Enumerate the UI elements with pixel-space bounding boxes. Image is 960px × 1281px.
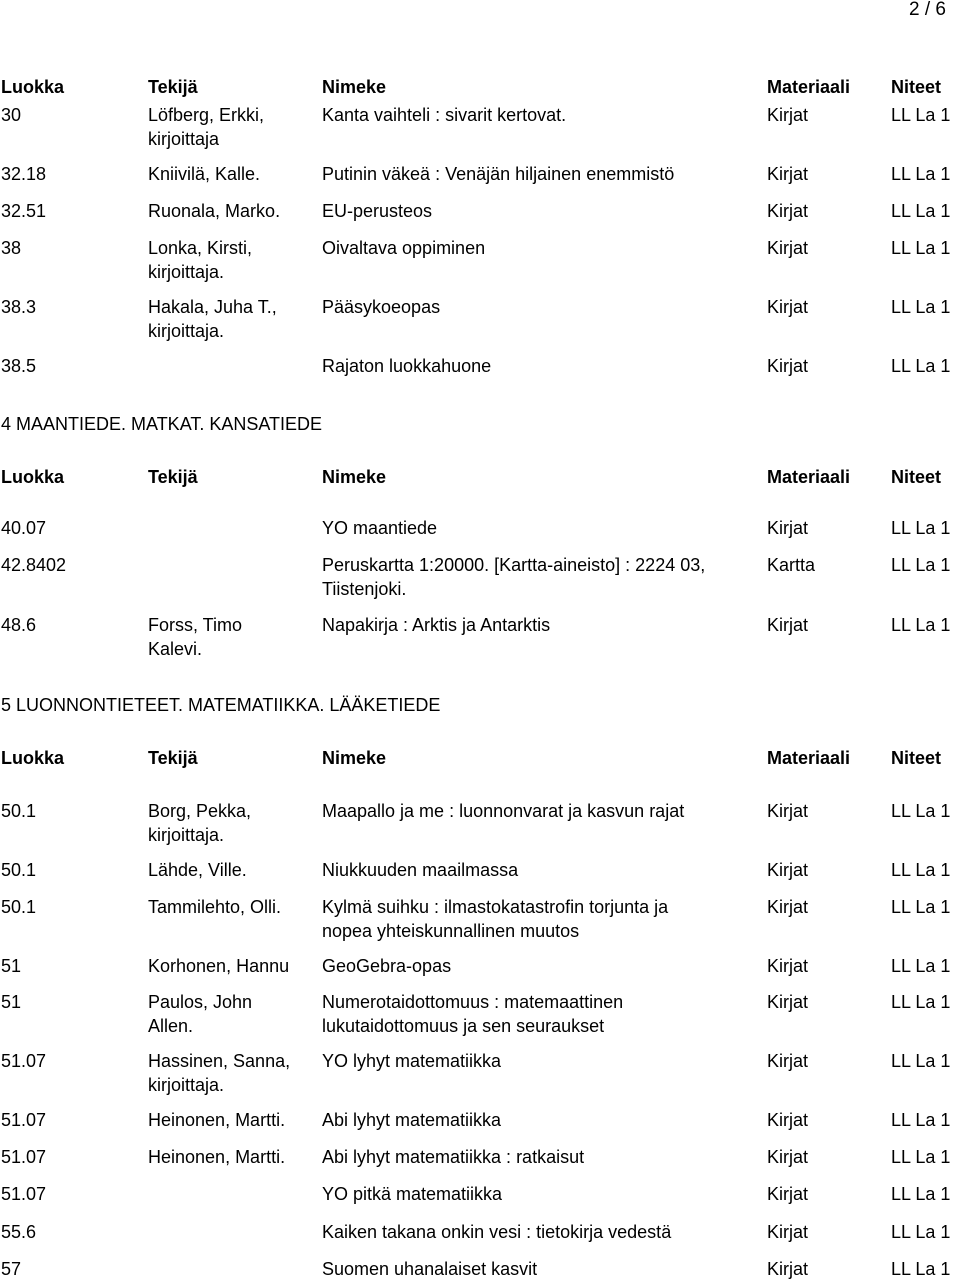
cell-material: Kirjat bbox=[767, 897, 809, 917]
cell-copies: LL La 1 bbox=[891, 801, 951, 821]
cell-author: Lähde, Ville. bbox=[148, 860, 247, 880]
cell-material: Kartta bbox=[767, 555, 816, 575]
cell-material: Kirjat bbox=[767, 518, 809, 538]
cell-copies: LL La 1 bbox=[891, 897, 951, 917]
cell-material: Kirjat bbox=[767, 1147, 809, 1167]
header-copies: Niteet bbox=[891, 467, 942, 487]
header-author: Tekijä bbox=[148, 77, 198, 97]
cell-material: Kirjat bbox=[767, 164, 809, 184]
cell-material: Kirjat bbox=[767, 1222, 809, 1242]
cell-copies: LL La 1 bbox=[891, 518, 951, 538]
cell-class: 51 bbox=[1, 956, 22, 976]
cell-class: 32.51 bbox=[1, 201, 47, 221]
cell-author: Heinonen, Martti. bbox=[148, 1110, 286, 1130]
cell-class: 51 bbox=[1, 992, 22, 1012]
cell-author: Korhonen, Hannu bbox=[148, 956, 290, 976]
cell-material: Kirjat bbox=[767, 201, 809, 221]
cell-copies: LL La 1 bbox=[891, 164, 951, 184]
header-class: Luokka bbox=[1, 467, 65, 487]
cell-author: Ruonala, Marko. bbox=[148, 201, 281, 221]
cell-author: Lonka, Kirsti, kirjoittaja. bbox=[148, 238, 253, 282]
cell-material: Kirjat bbox=[767, 1259, 809, 1279]
cell-material: Kirjat bbox=[767, 1051, 809, 1071]
cell-copies: LL La 1 bbox=[891, 1110, 951, 1130]
cell-copies: LL La 1 bbox=[891, 1147, 951, 1167]
header-title: Nimeke bbox=[322, 748, 387, 768]
cell-material: Kirjat bbox=[767, 238, 809, 258]
cell-title: Kylmä suihku : ilmastokatastrofin torjunta ja nopea yhteiskunnallinen muutos bbox=[322, 897, 669, 941]
cell-author: Heinonen, Martti. bbox=[148, 1147, 286, 1167]
cell-title: GeoGebra-opas bbox=[322, 956, 452, 976]
cell-title: Numerotaidottomuus : matemaattinen lukutaidottomuus ja sen seuraukset bbox=[322, 992, 624, 1036]
cell-class: 38.3 bbox=[1, 297, 37, 317]
cell-title: Abi lyhyt matematiikka bbox=[322, 1110, 502, 1130]
cell-material: Kirjat bbox=[767, 615, 809, 635]
cell-copies: LL La 1 bbox=[891, 860, 951, 880]
cell-title: Pääsykoeopas bbox=[322, 297, 441, 317]
cell-material: Kirjat bbox=[767, 297, 809, 317]
cell-class: 55.6 bbox=[1, 1222, 37, 1242]
header-author: Tekijä bbox=[148, 748, 198, 768]
cell-title: Maapallo ja me : luonnonvarat ja kasvun rajat bbox=[322, 801, 685, 821]
cell-class: 48.6 bbox=[1, 615, 37, 635]
cell-material: Kirjat bbox=[767, 860, 809, 880]
cell-material: Kirjat bbox=[767, 956, 809, 976]
cell-author: Hakala, Juha T., kirjoittaja. bbox=[148, 297, 277, 341]
cell-title: Suomen uhanalaiset kasvit bbox=[322, 1259, 538, 1279]
cell-class: 38 bbox=[1, 238, 22, 258]
section-title: 5 LUONNONTIETEET. MATEMATIIKKA. LÄÄKETIEDE bbox=[1, 695, 441, 715]
cell-title: Kanta vaihteli : sivarit kertovat. bbox=[322, 105, 567, 125]
cell-title: Rajaton luokkahuone bbox=[322, 356, 492, 376]
cell-title: Peruskartta 1:20000. [Kartta-aineisto] : 2224 03, Tiistenjoki. bbox=[322, 555, 706, 599]
section-title: 4 MAANTIEDE. MATKAT. KANSATIEDE bbox=[1, 414, 323, 434]
header-title: Nimeke bbox=[322, 77, 387, 97]
cell-material: Kirjat bbox=[767, 105, 809, 125]
cell-class: 30 bbox=[1, 105, 22, 125]
cell-class: 50.1 bbox=[1, 801, 37, 821]
cell-class: 57 bbox=[1, 1259, 22, 1279]
cell-copies: LL La 1 bbox=[891, 615, 951, 635]
cell-copies: LL La 1 bbox=[891, 555, 951, 575]
cell-author: Paulos, John Allen. bbox=[148, 992, 253, 1036]
page-number: 2 / 6 bbox=[909, 0, 946, 20]
cell-class: 51.07 bbox=[1, 1147, 47, 1167]
cell-copies: LL La 1 bbox=[891, 956, 951, 976]
header-class: Luokka bbox=[1, 748, 65, 768]
cell-title: EU-perusteos bbox=[322, 201, 433, 221]
cell-material: Kirjat bbox=[767, 1184, 809, 1204]
header-material: Materiaali bbox=[767, 77, 851, 97]
cell-title: YO lyhyt matematiikka bbox=[322, 1051, 502, 1071]
cell-material: Kirjat bbox=[767, 801, 809, 821]
cell-class: 51.07 bbox=[1, 1184, 47, 1204]
cell-copies: LL La 1 bbox=[891, 297, 951, 317]
cell-copies: LL La 1 bbox=[891, 201, 951, 221]
cell-author: Kniivilä, Kalle. bbox=[148, 164, 261, 184]
cell-author: Borg, Pekka, kirjoittaja. bbox=[148, 801, 252, 845]
cell-author: Löfberg, Erkki, kirjoittaja bbox=[148, 105, 265, 149]
cell-copies: LL La 1 bbox=[891, 1184, 951, 1204]
cell-author: Tammilehto, Olli. bbox=[148, 897, 282, 917]
cell-class: 40.07 bbox=[1, 518, 47, 538]
header-title: Nimeke bbox=[322, 467, 387, 487]
cell-copies: LL La 1 bbox=[891, 1222, 951, 1242]
cell-copies: LL La 1 bbox=[891, 1259, 951, 1279]
cell-copies: LL La 1 bbox=[891, 1051, 951, 1071]
cell-class: 50.1 bbox=[1, 897, 37, 917]
cell-class: 42.8402 bbox=[1, 555, 67, 575]
cell-title: YO pitkä matematiikka bbox=[322, 1184, 503, 1204]
cell-material: Kirjat bbox=[767, 992, 809, 1012]
cell-copies: LL La 1 bbox=[891, 356, 951, 376]
header-material: Materiaali bbox=[767, 748, 851, 768]
header-material: Materiaali bbox=[767, 467, 851, 487]
cell-title: Putinin väkeä : Venäjän hiljainen enemmistö bbox=[322, 164, 675, 184]
cell-title: Kaiken takana onkin vesi : tietokirja vedestä bbox=[322, 1222, 672, 1242]
header-class: Luokka bbox=[1, 77, 65, 97]
cell-class: 32.18 bbox=[1, 164, 47, 184]
cell-title: YO maantiede bbox=[322, 518, 438, 538]
header-copies: Niteet bbox=[891, 748, 942, 768]
cell-author: Forss, Timo Kalevi. bbox=[148, 615, 243, 659]
cell-title: Abi lyhyt matematiikka : ratkaisut bbox=[322, 1147, 585, 1167]
header-copies: Niteet bbox=[891, 77, 942, 97]
cell-class: 38.5 bbox=[1, 356, 37, 376]
cell-material: Kirjat bbox=[767, 1110, 809, 1130]
cell-class: 51.07 bbox=[1, 1110, 47, 1130]
cell-class: 51.07 bbox=[1, 1051, 47, 1071]
cell-class: 50.1 bbox=[1, 860, 37, 880]
cell-copies: LL La 1 bbox=[891, 992, 951, 1012]
cell-title: Oivaltava oppiminen bbox=[322, 238, 486, 258]
cell-copies: LL La 1 bbox=[891, 238, 951, 258]
header-author: Tekijä bbox=[148, 467, 198, 487]
cell-material: Kirjat bbox=[767, 356, 809, 376]
cell-author: Hassinen, Sanna, kirjoittaja. bbox=[148, 1051, 291, 1095]
cell-copies: LL La 1 bbox=[891, 105, 951, 125]
cell-title: Napakirja : Arktis ja Antarktis bbox=[322, 615, 551, 635]
cell-title: Niukkuuden maailmassa bbox=[322, 860, 519, 880]
